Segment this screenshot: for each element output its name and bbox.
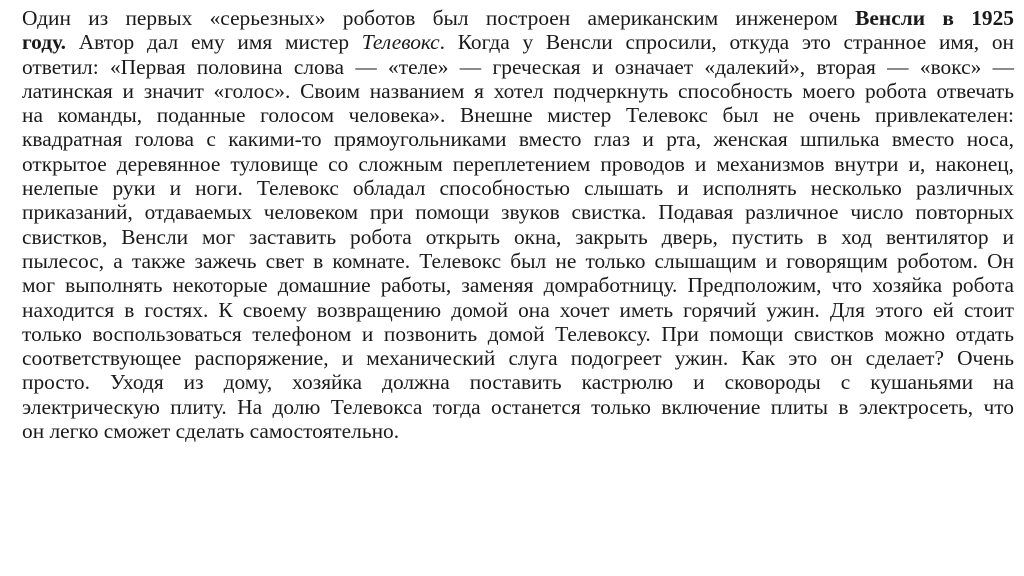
text-line	[22, 395, 1014, 419]
italic-text: Телевокс	[361, 30, 440, 55]
bold-text: году.	[22, 30, 66, 55]
text-run: на команды, поданные голосом человека». Внешне мистер Телевокс был не очень привлекателен:	[22, 103, 1014, 128]
text-line	[22, 55, 1014, 79]
text-line	[22, 298, 1014, 322]
text-line	[22, 225, 1014, 249]
text-line	[22, 419, 1014, 443]
text-line	[22, 6, 1014, 30]
text-run: нелепые руки и ноги. Телевокс обладал способностью слышать и исполнять несколько различных	[22, 176, 1014, 201]
text-run: просто. Уходя из дому, хозяйка должна поставить кастрюлю и сковороды с кушаньями на	[22, 370, 1014, 395]
text-line	[22, 346, 1014, 370]
text-run: только воспользоваться телефоном и позвонить домой Телевоксу. При помощи свистков можно отдать	[22, 321, 1014, 346]
text-run: находится в гостях. К своему возвращению домой она хочет иметь горячий ужин. Для этого ей стоит	[22, 297, 1014, 322]
text-run: квадратная голова с какими-то прямоугольниками вместо глаз и рта, женская шпилька вместо носа,	[22, 127, 1014, 152]
text-run: ответил: «Первая половина слова — «теле» — греческая и означает «далекий», вторая — «вокс» —	[22, 54, 1014, 79]
text-line	[22, 79, 1014, 103]
text-line	[22, 249, 1014, 273]
text-line	[22, 200, 1014, 224]
text-run: приказаний, отдаваемых человеком при помощи звуков свистка. Подавая различное число повторных	[22, 200, 1014, 225]
text-line	[22, 322, 1014, 346]
text-run: Автор дал ему имя мистер	[65, 30, 362, 55]
text-run: соответствующее распоряжение, и механический слуга подогреет ужин. Как это он сделает? Очень	[22, 346, 1014, 371]
text-line	[22, 127, 1014, 151]
text-run: мог выполнять некоторые домашние работы, заменяя домработницу. Предположим, что хозяйка робота	[22, 273, 1014, 298]
text-run: латинская и значит «голос». Своим названием я хотел подчеркнуть способность моего робота отвечать	[22, 78, 1014, 103]
text-run: Один из первых «серьезных» роботов был построен американским инженером	[22, 6, 856, 30]
bold-text: Венсли в 1925	[855, 6, 1014, 30]
text-run: свистков, Венсли мог заставить робота открыть окна, закрыть дверь, пустить в ход вентилятор и	[22, 224, 1014, 249]
text-run: открытое деревянное туловище со сложным переплетением проводов и механизмов внутри и, наконец,	[22, 151, 1014, 176]
article-paragraph	[22, 6, 1014, 443]
text-line	[22, 30, 1014, 54]
text-line	[22, 370, 1014, 394]
text-run: пылесос, а также зажечь свет в комнате. Телевокс был не только слышащим и говорящим роботом. Он	[22, 248, 1014, 273]
text-line	[22, 152, 1014, 176]
text-line	[22, 103, 1014, 127]
text-run: . Когда у Венсли спросили, откуда это странное имя, он	[439, 30, 1015, 55]
text-run: он легко сможет сделать самостоятельно.	[22, 419, 400, 444]
text-line	[22, 176, 1014, 200]
text-line	[22, 273, 1014, 297]
text-run: электрическую плиту. На долю Телевокса тогда останется только включение плиты в электросеть, что	[22, 394, 1014, 419]
